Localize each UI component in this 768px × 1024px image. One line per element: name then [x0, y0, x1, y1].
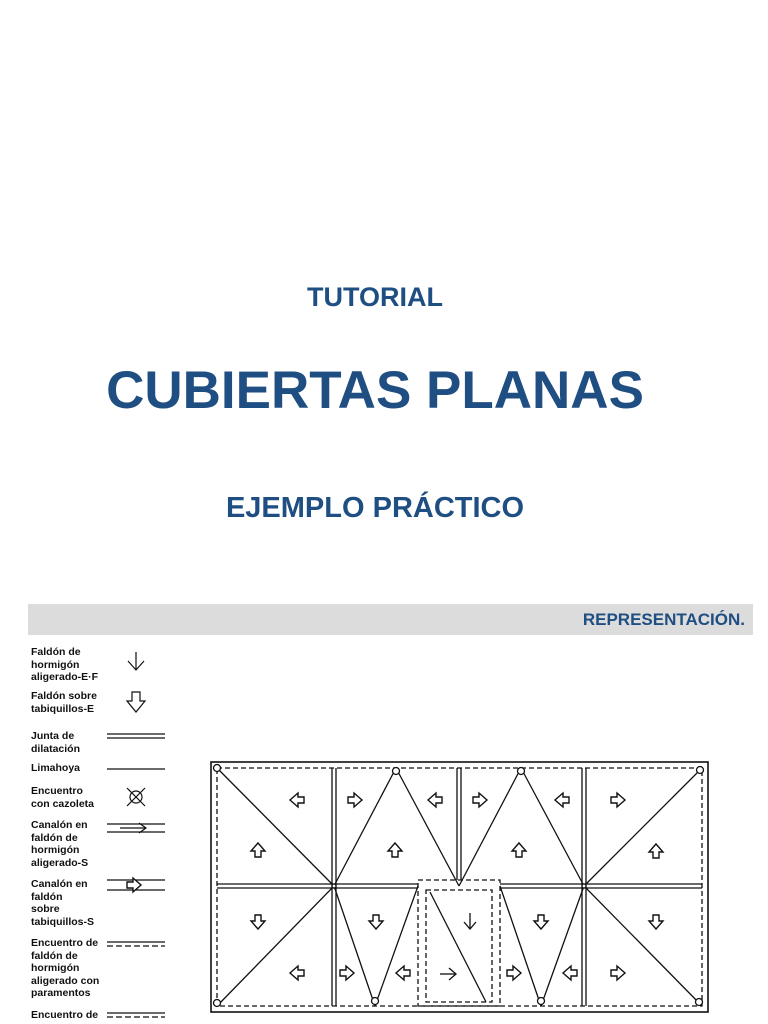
page-subtitle: EJEMPLO PRÁCTICO	[225, 492, 525, 524]
legend-label-canalon-tabiquillos: Canalón en faldón sobre tabiquillos-S	[31, 878, 94, 928]
legend-label-cazoleta: Encuentro con cazoleta	[31, 785, 95, 810]
thin-arrow-down-icon	[128, 652, 144, 670]
double-dashed-line-icon	[107, 942, 165, 946]
legend-label-encuentro-paramentos: Encuentro de faldón de hormigón aligerado con paramentos	[31, 937, 100, 999]
double-line-icon	[107, 734, 165, 738]
channel-outline-arrow-icon	[107, 878, 165, 892]
tutorial-heading: TUTORIAL	[307, 282, 443, 312]
legend-label-encuentro-cut: Encuentro de	[31, 1009, 99, 1021]
legend-label-canalon-hormigon: Canalón en faldón de hormigón aligerado-S	[31, 819, 89, 869]
channel-thin-arrow-icon	[107, 823, 165, 833]
legend-label-limahoya: Limahoya	[31, 762, 81, 774]
section-label: REPRESENTACIÓN.	[582, 610, 745, 629]
roof-plan	[211, 762, 708, 1012]
drain-icon	[127, 788, 145, 806]
legend-label-faldon-hormigon: Faldón de hormigón aligerado-E·F	[31, 646, 99, 683]
outline-arrow-down-icon	[127, 692, 145, 712]
legend-label-faldon-tabiquillos: Faldón sobre tabiquillos-E	[31, 690, 97, 715]
page-title: CUBIERTAS PLANAS	[106, 361, 644, 420]
double-dashed-line-icon	[107, 1013, 165, 1017]
legend-label-junta: Junta de dilatación	[31, 730, 81, 755]
